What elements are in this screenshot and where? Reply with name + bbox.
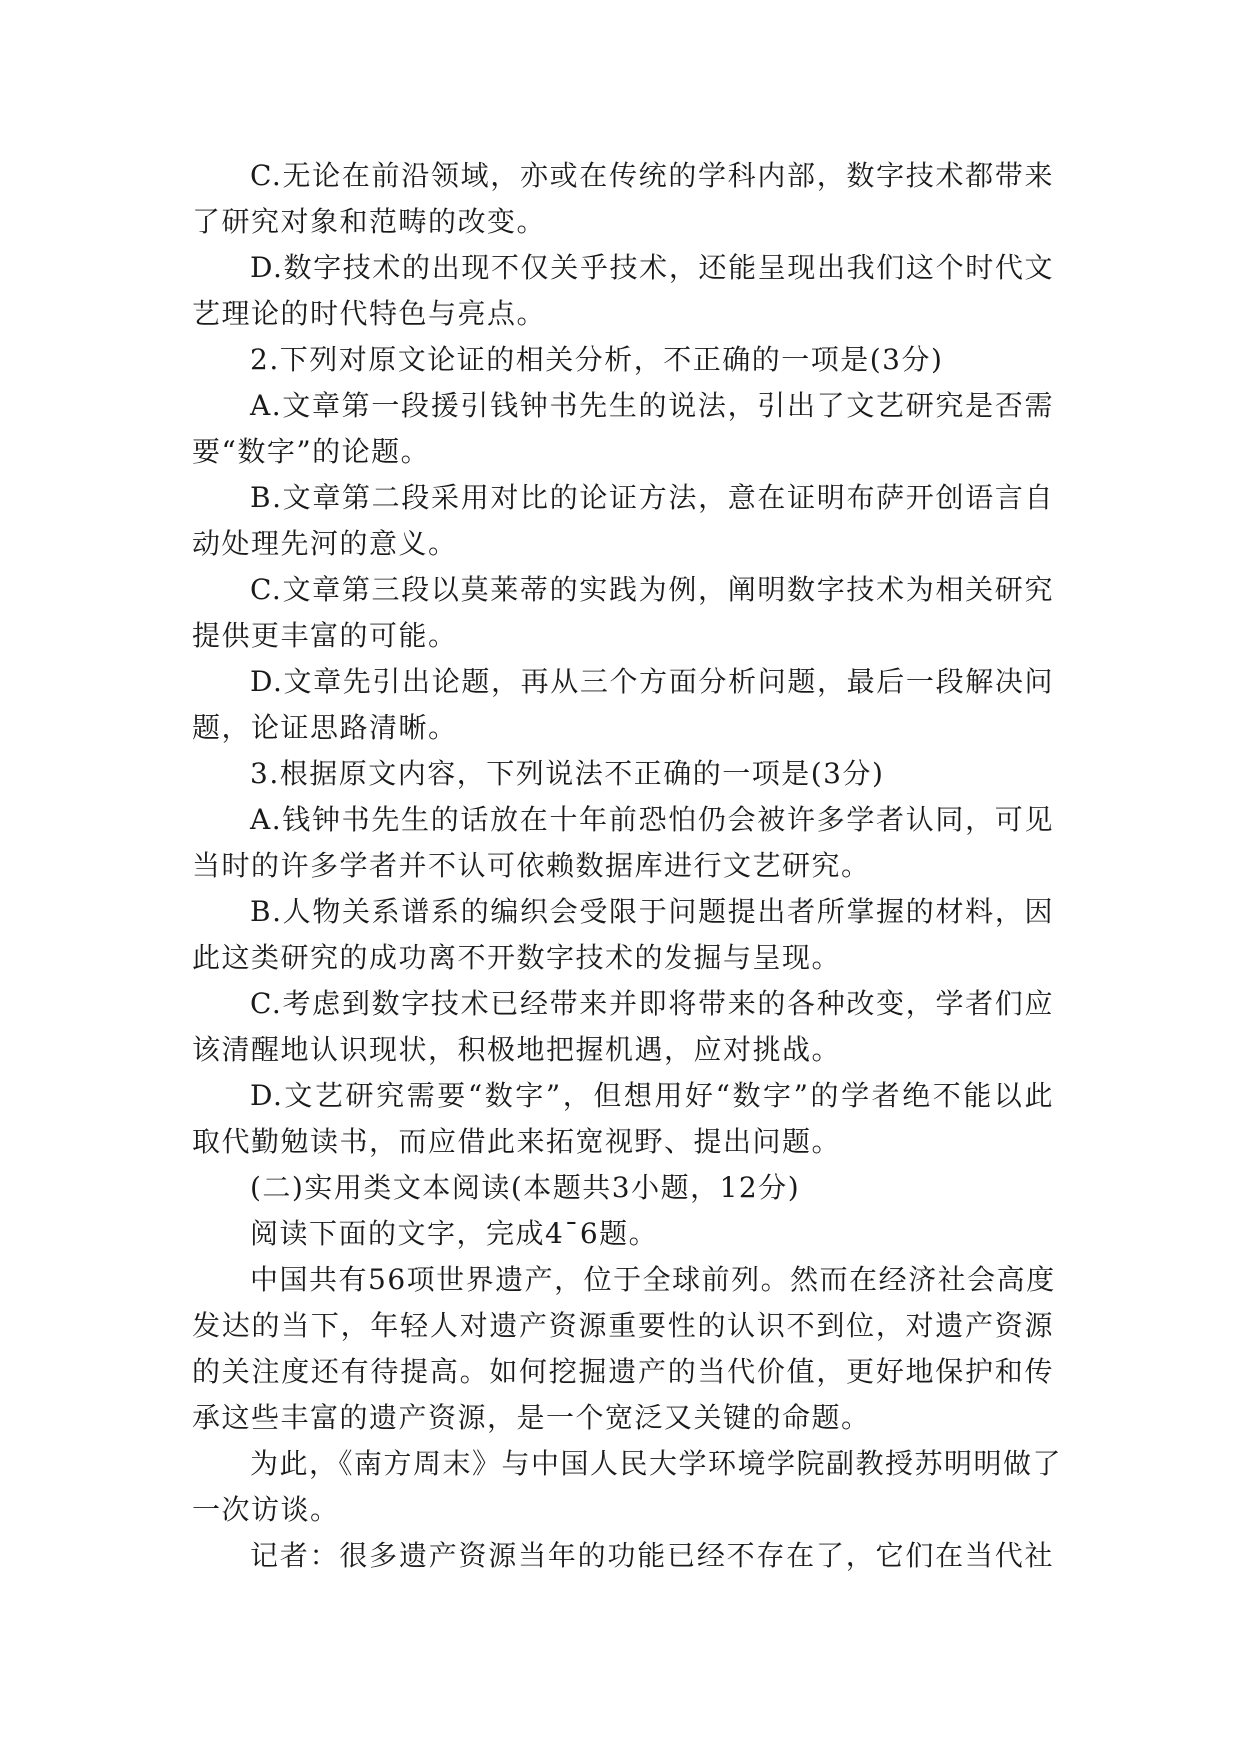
text-line: 记者：很多遗产资源当年的功能已经不存在了，它们在当代社 xyxy=(250,1539,1054,1572)
text-line: 提供更丰富的可能。 xyxy=(192,619,458,652)
text-line: (二)实用类文本阅读(本题共3小题，12分) xyxy=(250,1171,801,1204)
text-line: B.人物关系谱系的编织会受限于问题提出者所掌握的材料，因 xyxy=(250,895,1054,928)
text-line: C.文章第三段以莫莱蒂的实践为例，阐明数字技术为相关研究 xyxy=(250,573,1054,606)
text-line: A.文章第一段援引钱钟书先生的说法，引出了文艺研究是否需 xyxy=(250,389,1054,422)
text-line: B.文章第二段采用对比的论证方法，意在证明布萨开创语言自 xyxy=(250,481,1054,514)
text-line: 当时的许多学者并不认可依赖数据库进行文艺研究。 xyxy=(192,849,871,882)
text-line: 艺理论的时代特色与亮点。 xyxy=(192,297,547,330)
text-line: 该清醒地认识现状，积极地把握机遇，应对挑战。 xyxy=(192,1033,842,1066)
text-line: 阅读下面的文字，完成4¯6题。 xyxy=(250,1217,659,1250)
text-line: 了研究对象和范畴的改变。 xyxy=(192,205,547,238)
text-line: C.考虑到数字技术已经带来并即将带来的各种改变，学者们应 xyxy=(250,987,1054,1020)
text-line: 2.下列对原文论证的相关分析，不正确的一项是(3分) xyxy=(250,343,944,376)
text-line: 动处理先河的意义。 xyxy=(192,527,458,560)
text-line: 3.根据原文内容，下列说法不正确的一项是(3分) xyxy=(250,757,885,790)
text-line: C.无论在前沿领域，亦或在传统的学科内部，数字技术都带来 xyxy=(250,159,1054,192)
text-line: 承这些丰富的遗产资源，是一个宽泛又关键的命题。 xyxy=(192,1401,871,1434)
text-line: A.钱钟书先生的话放在十年前恐怕仍会被许多学者认同，可见 xyxy=(250,803,1054,836)
document-body xyxy=(192,153,1063,1579)
text-line: 题，论证思路清晰。 xyxy=(192,711,458,744)
text-line: D.数字技术的出现不仅关乎技术，还能呈现出我们这个时代文 xyxy=(250,251,1054,284)
text-line: 发达的当下，年轻人对遗产资源重要性的认识不到位，对遗产资源 xyxy=(192,1309,1054,1342)
text-line: 要“数字”的论题。 xyxy=(192,435,431,468)
text-line: 的关注度还有待提高。如何挖掘遗产的当代价值，更好地保护和传 xyxy=(192,1355,1054,1388)
text-line: 取代勤勉读书，而应借此来拓宽视野、提出问题。 xyxy=(192,1125,842,1158)
text-line: D.文章先引出论题，再从三个方面分析问题，最后一段解决问 xyxy=(250,665,1054,698)
text-line: 中国共有56项世界遗产，位于全球前列。然而在经济社会高度 xyxy=(250,1263,1056,1296)
text-line: 一次访谈。 xyxy=(192,1493,340,1526)
text-line: 此这类研究的成功离不开数字技术的发掘与呈现。 xyxy=(192,941,842,974)
text-line: D.文艺研究需要“数字”，但想用好“数字”的学者绝不能以此 xyxy=(250,1079,1054,1112)
text-line: 为此，《南方周末》与中国人民大学环境学院副教授苏明明做了 xyxy=(250,1447,1063,1480)
